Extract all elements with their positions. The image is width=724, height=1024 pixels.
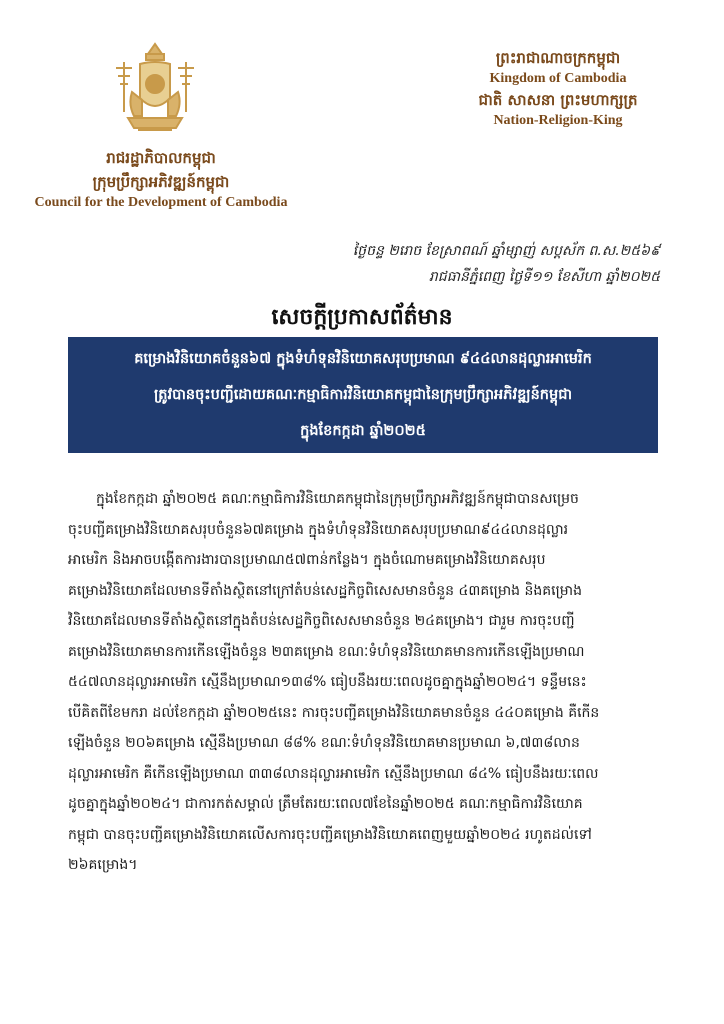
body-line: គម្រោងវិនិយោគមានការកើនឡើងចំនួន ២៣គម្រោង ខណៈទំហំទុនវិនិយោគមានការកើនឡើងប្រមាណ [68, 643, 585, 660]
body-line: ៥៤៧លានដុល្លារអាមេរិក ស្មើនឹងប្រមាណ១៣៨% ធៀបនឹងរយៈពេលដូចគ្នាក្នុងឆ្នាំ២០២៤។ ទន្ទឹមនេះ [68, 674, 587, 690]
kingdom-motto-block [468, 46, 648, 130]
solar-date: រាជធានីភ្នំពេញ ថ្ងៃទី១១ ខែសីហា ឆ្នាំ២០២៥ [428, 269, 660, 285]
body-line: ក្នុងខែកក្កដា ឆ្នាំ២០២៥ គណៈកម្មាធិការវិនិយោគកម្ពុជានៃក្រុមប្រឹក្សាអភិវឌ្ឍន៍កម្ពុជាបានសម្រេច [96, 491, 579, 507]
body-line: វិនិយោគដែលមានទីតាំងស្ថិតនៅក្នុងតំបន់សេដ្ឋកិច្ចពិសេសមានចំនួន ២៤គម្រោង។ ជារួម ការចុះបញ្ជី [68, 613, 575, 629]
headline-banner [68, 337, 658, 453]
kingdom-name-kh: ព្រះរាជាណាចក្រកម្ពុជា [495, 49, 621, 67]
body-line: កម្ពុជា បានចុះបញ្ជីគម្រោងវិនិយោគលើសការចុះបញ្ជីគម្រោងវិនិយោគពេញមួយឆ្នាំ២០២៤ រហូតដល់ទៅ [68, 826, 592, 843]
body-line: ២៦គម្រោង។ [68, 857, 138, 873]
lunar-date: ថ្ងៃចន្ទ ២រោច ខែស្រាពណ៍ ឆ្នាំម្សាញ់ សប្តស័ក ព.ស.២៥៦៩ [352, 243, 660, 259]
issuer-block [30, 146, 292, 212]
kingdom-name-en: Kingdom of Cambodia [489, 71, 627, 86]
council-name-en: Council for the Development of Cambodia [34, 195, 288, 210]
body-line: ឡើងចំនួន ២០៦គម្រោង ស្មើនឹងប្រមាណ ៨៨% ខណៈទំហំទុនវិនិយោគមានប្រមាណ ៦,៧៣៨លាន [68, 735, 580, 751]
page-title: សេចក្តីប្រកាសព័ត៌មាន [271, 305, 453, 330]
motto-kh: ជាតិ សាសនា ព្រះមហាក្សត្រ [478, 91, 638, 109]
body-line: គម្រោងវិនិយោគដែលមានទីតាំងស្ថិតនៅក្រៅតំបន់សេដ្ឋកិច្ចពិសេសមានចំនួន ៤៣គម្រោង និងគម្រោង [68, 582, 583, 599]
body-line: បើគិតពីខែមករា ដល់ខែកក្កដា ឆ្នាំ២០២៥នេះ ការចុះបញ្ជីគម្រោងវិនិយោគមានចំនួន ៤៤០គម្រោង គឺកើន [68, 704, 600, 721]
date-block [230, 238, 660, 290]
council-name-kh: ក្រុមប្រឹក្សាអភិវឌ្ឍន៍កម្ពុជា [92, 173, 230, 191]
body-paragraph [68, 484, 658, 881]
royal-coat-of-arms-icon [110, 42, 200, 138]
banner-line-2: ត្រូវបានចុះបញ្ជីដោយគណៈកម្មាធិការវិនិយោគកម្ពុជានៃក្រុមប្រឹក្សាអភិវឌ្ឍន៍កម្ពុជា [153, 387, 573, 403]
motto-en: Nation-Religion-King [493, 113, 623, 128]
banner-line-1: គម្រោងវិនិយោគចំនួន៦៧ ក្នុងទំហំទុនវិនិយោគសរុបប្រមាណ ៩៤៤លានដុល្លារអាមេរិក [134, 351, 592, 367]
government-name-kh: រាជរដ្ឋាភិបាលកម្ពុជា [106, 149, 216, 167]
body-line: អាមេរិក និងអាចបង្កើតការងារបានប្រមាណ៥៧ពាន់កន្លែង។ ក្នុងចំណោមគម្រោងវិនិយោគសរុប [68, 552, 546, 568]
body-line: ចុះបញ្ជីគម្រោងវិនិយោគសរុបចំនួន៦៧គម្រោង ក្នុងទំហំទុនវិនិយោគសរុបប្រមាណ៩៤៤លានដុល្លារ [68, 521, 569, 538]
body-line: ដុល្លារអាមេរិក គឺកើនឡើងប្រមាណ ៣៣៨លានដុល្លារអាមេរិក ស្មើនឹងប្រមាណ ៨៤% ធៀបនឹងរយៈពេល [68, 765, 599, 782]
body-line: ដូចគ្នាក្នុងឆ្នាំ២០២៤។ ជាការកត់សម្គាល់ ត្រឹមតែរយៈពេល៧ខែនៃឆ្នាំ២០២៥ គណៈកម្មាធិការវិនិយោគ [68, 796, 583, 812]
banner-line-3: ក្នុងខែកក្កដា ឆ្នាំ២០២៥ [300, 423, 426, 439]
